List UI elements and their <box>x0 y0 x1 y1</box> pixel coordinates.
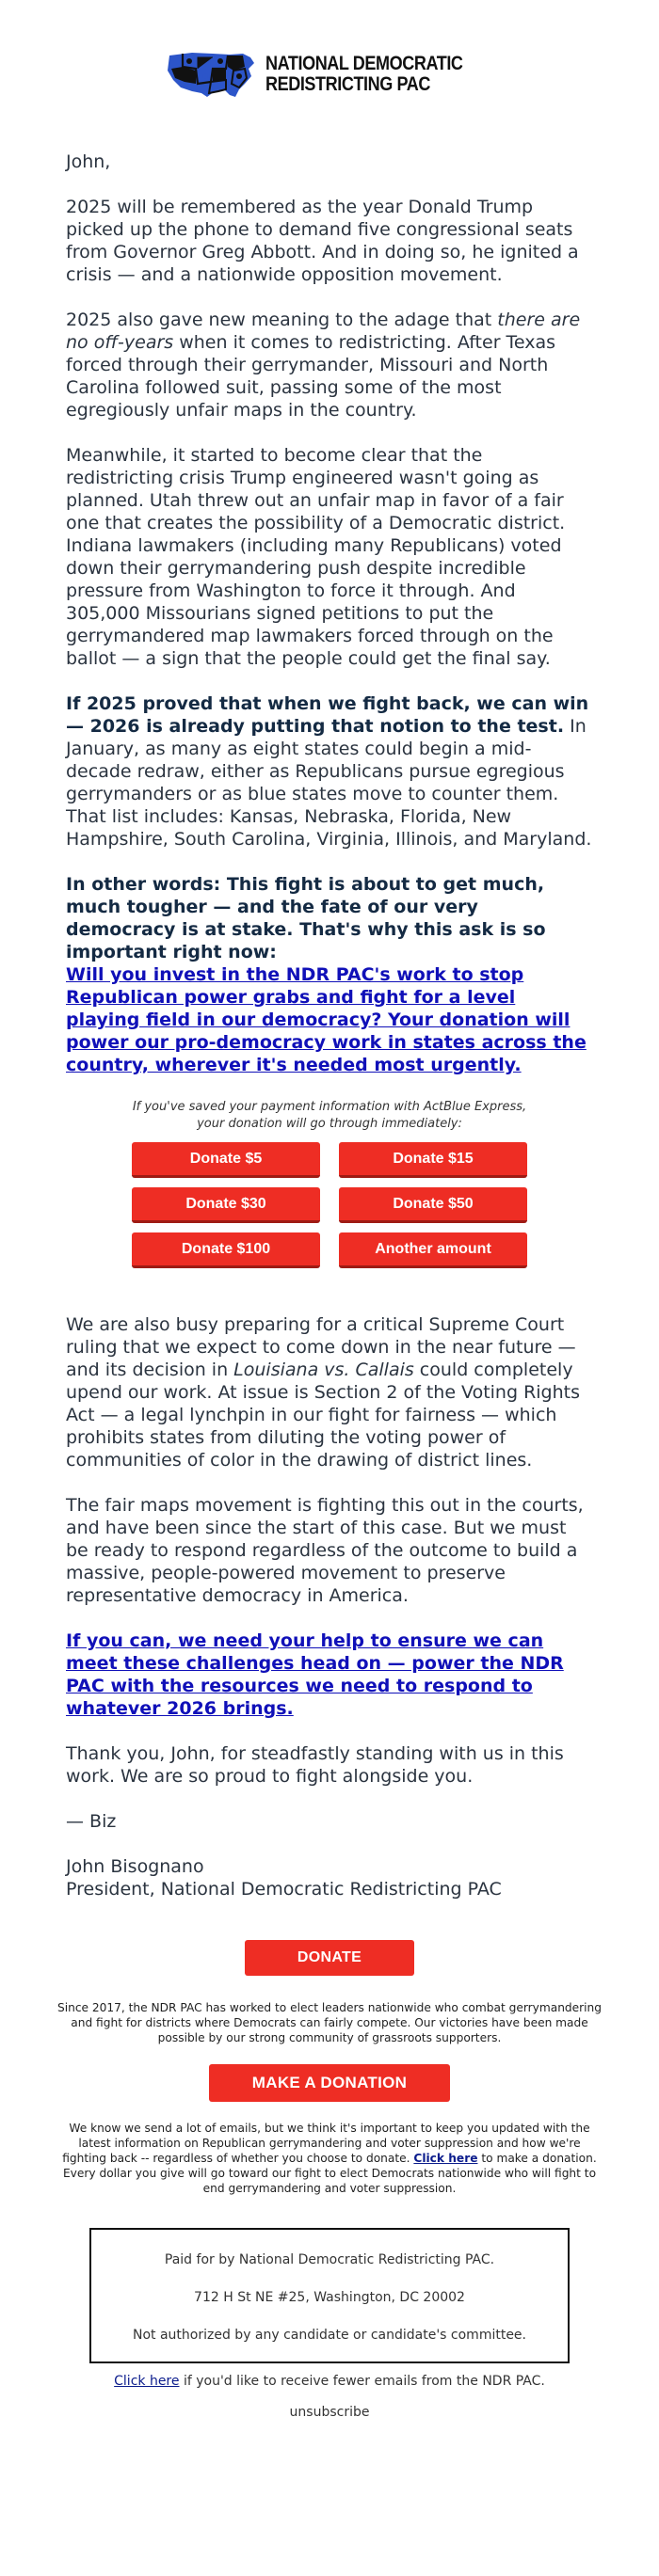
us-map-puzzle-icon <box>164 48 258 101</box>
donate-30-button[interactable]: Donate $30 <box>132 1187 320 1223</box>
donate-50-button[interactable]: Donate $50 <box>339 1187 527 1223</box>
invest-cta-link[interactable]: Will you invest in the NDR PAC's work to stop Republican power grabs and fight for a level playing field in our democracy? Your donation will power our pro-democracy work in states across the country, wherever it's needed most urgently. <box>66 964 587 1075</box>
paragraph-5-bold: In other words: This fight is about to get much, much tougher — and the fate of our very democracy is at stake. That's why this ask is so important right now: <box>66 874 546 962</box>
donate-block <box>66 1099 593 1268</box>
paragraph-5 <box>66 873 593 1076</box>
fewer-emails-text: if you'd like to receive fewer emails from the NDR PAC. <box>179 2374 545 2389</box>
paragraph-6-case-name: Louisiana vs. Callais <box>233 1360 414 1380</box>
paid-by-text: Paid for by National Democratic Redistricting PAC. <box>164 2252 495 2267</box>
emails-text-b: to make a donation. Every dollar you give will go toward our fight to elect Democrats nationwide who will fight to end gerrymandering and voter suppression. <box>62 2152 597 2195</box>
address-text: 712 H St NE #25, Washington, DC 20002 <box>194 2290 465 2305</box>
donate-button[interactable]: DONATE <box>245 1940 414 1976</box>
logo-wordmark <box>265 54 463 95</box>
paragraph-3: Meanwhile, it started to become clear that the redistricting crisis Trump engineered wasn't going as planned. Utah threw out an unfair map in favor of a fair one that creates the possibility of a Democratic district. Indiana lawmakers (including many Republicans) voted down their gerrymandering push despite incredible pressure from Washington to force it through. And 305,000 Missourians signed petitions to put the gerrymandered map lawmakers forced through on the ballot — a sign that the people could get the final say. <box>66 445 566 669</box>
actblue-express-note: If you've saved your payment information with ActBlue Express, your donation will go through immediately: <box>132 1100 527 1131</box>
paragraph-6 <box>66 1313 593 1471</box>
make-donation-button[interactable]: MAKE A DONATION <box>209 2064 450 2102</box>
paid-for-disclaimer <box>89 2228 570 2363</box>
ndr-pac-logo[interactable] <box>164 48 495 101</box>
logo-line-1: NATIONAL DEMOCRATIC <box>265 53 463 74</box>
donate-100-button[interactable]: Donate $100 <box>132 1232 320 1268</box>
not-authorized-text: Not authorized by any candidate or candidate's committee. <box>133 2328 526 2343</box>
email-header <box>0 0 659 151</box>
paragraph-6-text-b: could completely upend our work. At issue is Section 2 of the Voting Rights Act — a legal lynchpin in our fight for fairness — which prohibits states from diluting the voting power of communities of color in the drawing of district lines. <box>66 1360 581 1471</box>
click-here-donate-link[interactable]: Click here <box>413 2152 478 2165</box>
paragraph-8 <box>66 1630 593 1720</box>
signature-name: John Bisognano <box>66 1856 204 1877</box>
unsubscribe-link[interactable]: unsubscribe <box>289 2405 370 2420</box>
letter-body <box>0 151 659 1900</box>
paragraph-2-text-b: when it comes to redistricting. After Texas forced through their gerrymander, Missouri and North Carolina followed suit, passing some of the most egregiously unfair maps in the country. <box>66 332 556 421</box>
paragraph-2-text-a: 2025 also gave new meaning to the adage that <box>66 310 498 330</box>
donate-5-button[interactable]: Donate $5 <box>132 1142 320 1178</box>
signature-block <box>66 1855 593 1900</box>
paragraph-9: Thank you, John, for steadfastly standing with us in this work. We are so proud to fight alongside you. <box>66 1743 564 1787</box>
paragraph-2-emphasis: there are no off-years <box>66 310 581 353</box>
paragraph-6-text-a: We are also busy preparing for a critical Supreme Court ruling that we expect to come down in the near future — and its decision in <box>66 1314 576 1380</box>
donate-amount-grid <box>132 1142 527 1268</box>
greeting: John, <box>66 151 111 172</box>
donate-other-amount-button[interactable]: Another amount <box>339 1232 527 1268</box>
paragraph-4-text: In January, as many as eight states could begin a mid-decade redraw, either as Republicans pursue egregious gerrymanders or as blue states move to counter them. That list includes: Kansas, Nebraska, Florida, New Hampshire, South Carolina, Virginia, Illinois, and Maryland. <box>66 716 592 850</box>
emails-explainer <box>56 2121 603 2196</box>
paragraph-2 <box>66 309 593 421</box>
paragraph-4-bold: If 2025 proved that when we fight back, we can win — 2026 is already putting that notion to the test. <box>66 693 589 737</box>
paragraph-1: 2025 will be remembered as the year Donald Trump picked up the phone to demand five congressional seats from Governor Greg Abbott. And in doing so, he ignited a crisis — and a nationwide opposition movement. <box>66 197 579 285</box>
fewer-emails-line <box>56 2373 603 2390</box>
power-ndr-cta-link[interactable]: If you can, we need your help to ensure we can meet these challenges head on — power the NDR PAC with the resources we need to respond to whatever 2026 brings. <box>66 1630 564 1719</box>
paragraph-4 <box>66 692 593 851</box>
paragraph-7: The fair maps movement is fighting this out in the courts, and have been since the start of this case. But we must be ready to respond regardless of the outcome to build a massive, people-powered movement to preserve representative democracy in America. <box>66 1495 584 1606</box>
about-ndr-text: Since 2017, the NDR PAC has worked to elect leaders nationwide who combat gerrymandering and fight for districts where Democrats can fairly compete. Our victories have been made possible by our strong community of grassroots supporters. <box>56 2001 603 2044</box>
donate-15-button[interactable]: Donate $15 <box>339 1142 527 1178</box>
signature-title: President, National Democratic Redistricting PAC <box>66 1879 502 1900</box>
logo-line-2: REDISTRICTING PAC <box>265 73 431 95</box>
email-footer <box>0 1940 659 2420</box>
signoff: — Biz <box>66 1811 117 1832</box>
emails-text-a: We know we send a lot of emails, but we think it's important to keep you updated with the latest information on Republican gerrymandering and voter suppression and how we're fighting back -- regardless of whether you choose to donate. <box>62 2122 590 2165</box>
fewer-emails-link[interactable]: Click here <box>114 2374 180 2389</box>
